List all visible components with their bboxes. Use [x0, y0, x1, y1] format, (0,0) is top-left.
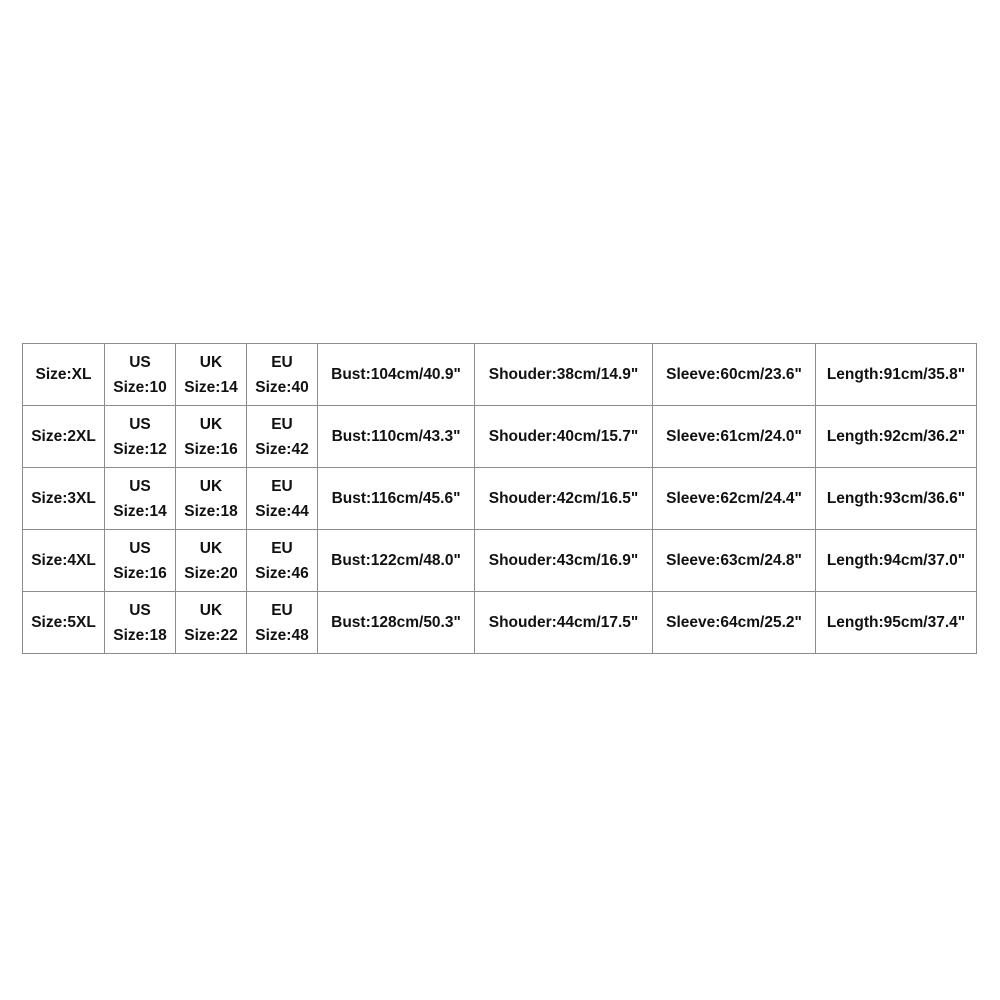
uk-size-cell: [176, 530, 247, 592]
eu-size-cell: [247, 406, 318, 468]
sleeve-cell: Sleeve:63cm/24.8": [653, 530, 816, 592]
eu-size-value: Size:42: [255, 440, 309, 458]
size-cell: [23, 344, 105, 406]
uk-label: UK: [199, 415, 223, 433]
us-size-cell: [105, 592, 176, 654]
us-size-value: Size:14: [113, 502, 167, 520]
uk-size-value: Size:22: [184, 626, 238, 644]
length-cell: Length:93cm/36.6": [816, 468, 977, 530]
eu-size-cell: [247, 592, 318, 654]
sleeve-cell: Sleeve:64cm/25.2": [653, 592, 816, 654]
uk-label: UK: [199, 539, 223, 557]
us-size-cell: [105, 530, 176, 592]
eu-size-value: Size:44: [255, 502, 309, 520]
uk-label: UK: [199, 353, 223, 371]
bust-cell: Bust:110cm/43.3": [318, 406, 475, 468]
uk-size-value: Size:20: [184, 564, 238, 582]
length-cell: Length:94cm/37.0": [816, 530, 977, 592]
bust-cell: Bust:104cm/40.9": [318, 344, 475, 406]
size-value: Size:4XL: [31, 552, 96, 569]
uk-size-value: Size:16: [184, 440, 238, 458]
sleeve-cell: Sleeve:61cm/24.0": [653, 406, 816, 468]
eu-size-cell: [247, 344, 318, 406]
us-label: US: [129, 353, 151, 371]
table-row: [23, 592, 977, 654]
eu-label: EU: [271, 353, 293, 371]
us-label: US: [129, 477, 151, 495]
us-size-value: Size:10: [113, 378, 167, 396]
uk-label: UK: [199, 477, 223, 495]
size-value: Size:XL: [35, 366, 92, 383]
uk-label: UK: [199, 601, 223, 619]
uk-size-cell: [176, 406, 247, 468]
uk-size-value: Size:18: [184, 502, 238, 520]
uk-size-cell: [176, 592, 247, 654]
eu-label: EU: [271, 477, 293, 495]
us-size-value: Size:16: [113, 564, 167, 582]
size-cell: [23, 468, 105, 530]
shoulder-cell: Shouder:43cm/16.9": [475, 530, 653, 592]
size-value: Size:5XL: [31, 614, 96, 631]
sleeve-cell: Sleeve:62cm/24.4": [653, 468, 816, 530]
bust-cell: Bust:128cm/50.3": [318, 592, 475, 654]
eu-label: EU: [271, 601, 293, 619]
us-label: US: [129, 601, 151, 619]
eu-size-value: Size:48: [255, 626, 309, 644]
size-cell: [23, 592, 105, 654]
length-cell: Length:91cm/35.8": [816, 344, 977, 406]
us-size-value: Size:18: [113, 626, 167, 644]
us-label: US: [129, 415, 151, 433]
us-size-cell: [105, 344, 176, 406]
size-value: Size:3XL: [31, 490, 96, 507]
table-row: [23, 530, 977, 592]
length-cell: Length:95cm/37.4": [816, 592, 977, 654]
shoulder-cell: Shouder:44cm/17.5": [475, 592, 653, 654]
size-cell: [23, 406, 105, 468]
eu-size-cell: [247, 530, 318, 592]
shoulder-cell: Shouder:42cm/16.5": [475, 468, 653, 530]
size-value: Size:2XL: [31, 428, 96, 445]
us-size-cell: [105, 406, 176, 468]
us-size-cell: [105, 468, 176, 530]
uk-size-cell: [176, 344, 247, 406]
shoulder-cell: Shouder:40cm/15.7": [475, 406, 653, 468]
uk-size-cell: [176, 468, 247, 530]
us-size-value: Size:12: [113, 440, 167, 458]
eu-label: EU: [271, 539, 293, 557]
uk-size-value: Size:14: [184, 378, 238, 396]
table-row: [23, 468, 977, 530]
bust-cell: Bust:122cm/48.0": [318, 530, 475, 592]
us-label: US: [129, 539, 151, 557]
shoulder-cell: Shouder:38cm/14.9": [475, 344, 653, 406]
eu-size-value: Size:46: [255, 564, 309, 582]
eu-label: EU: [271, 415, 293, 433]
table-row: [23, 344, 977, 406]
eu-size-value: Size:40: [255, 378, 309, 396]
length-cell: Length:92cm/36.2": [816, 406, 977, 468]
sleeve-cell: Sleeve:60cm/23.6": [653, 344, 816, 406]
size-cell: [23, 530, 105, 592]
table-row: [23, 406, 977, 468]
eu-size-cell: [247, 468, 318, 530]
size-chart-table: [22, 343, 977, 654]
bust-cell: Bust:116cm/45.6": [318, 468, 475, 530]
